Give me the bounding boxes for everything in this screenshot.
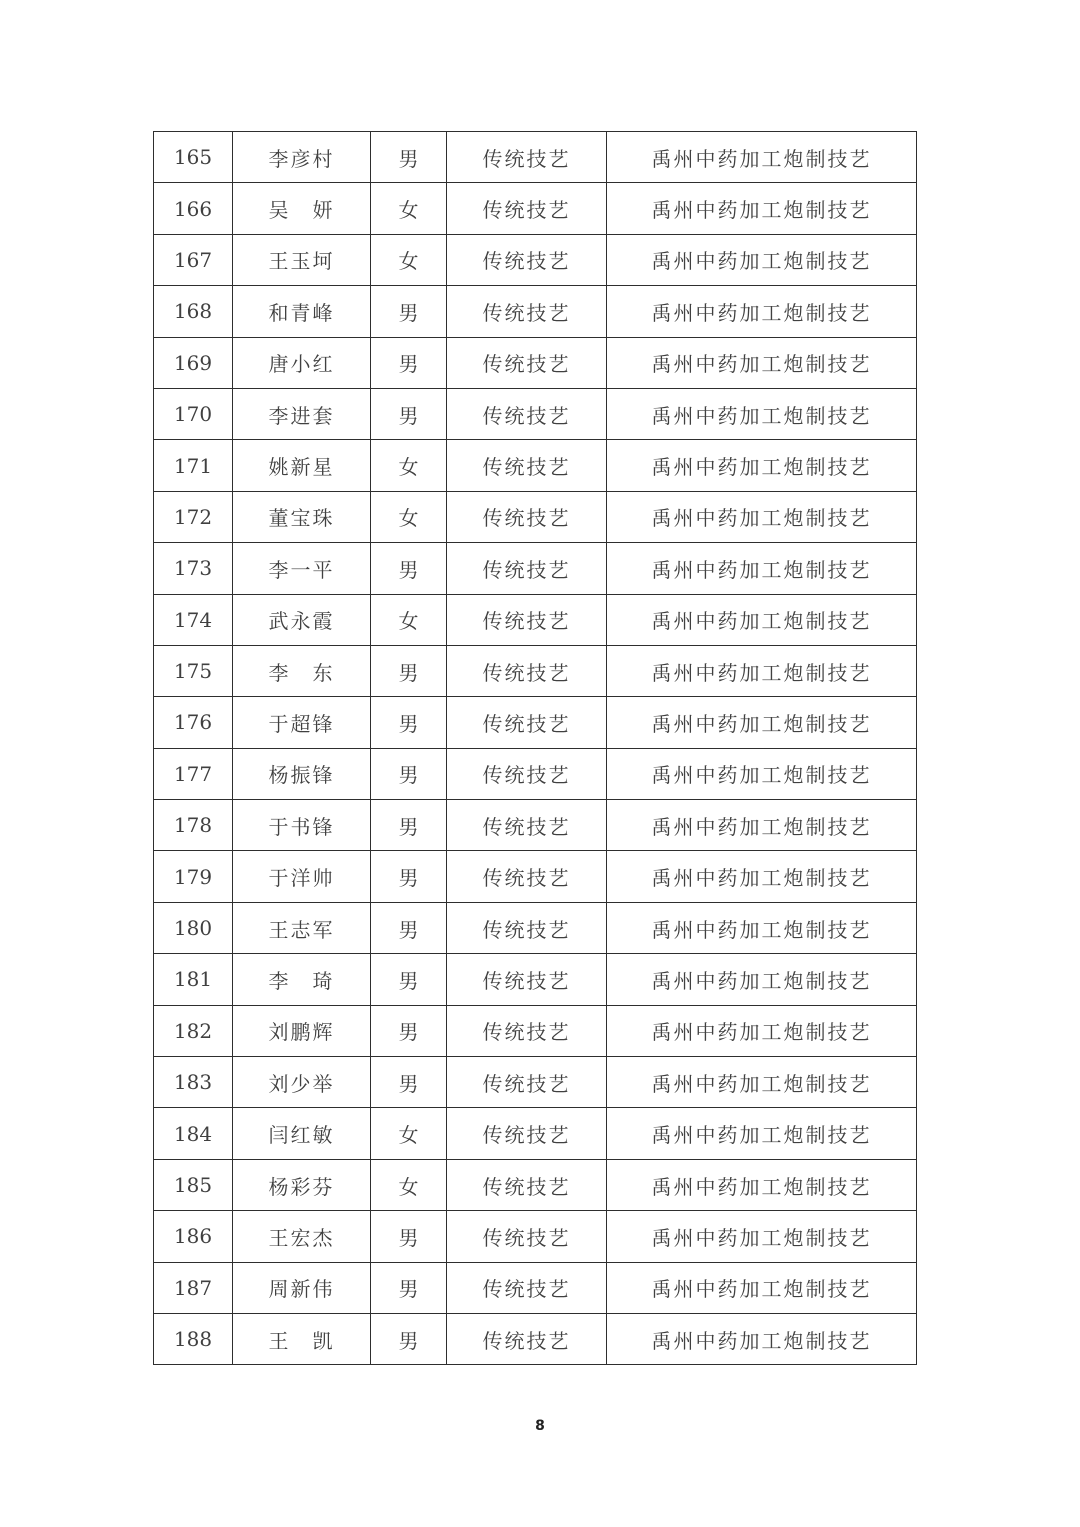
row-number-cell: 174 <box>154 594 233 645</box>
row-number-cell: 180 <box>154 902 233 953</box>
name-cell: 杨彩芬 <box>233 1159 371 1210</box>
row-number-cell: 178 <box>154 800 233 851</box>
project-cell: 禹州中药加工炮制技艺 <box>607 286 917 337</box>
table-row <box>154 286 917 337</box>
category-cell: 传统技艺 <box>447 1057 607 1108</box>
gender-cell: 男 <box>371 337 447 388</box>
row-number-cell: 184 <box>154 1108 233 1159</box>
table-row <box>154 697 917 748</box>
project-cell: 禹州中药加工炮制技艺 <box>607 337 917 388</box>
name-cell: 王 凯 <box>233 1313 371 1364</box>
row-number-cell: 173 <box>154 543 233 594</box>
table-row <box>154 1159 917 1210</box>
row-number-cell: 169 <box>154 337 233 388</box>
gender-cell: 男 <box>371 1313 447 1364</box>
table-row <box>154 594 917 645</box>
gender-cell: 男 <box>371 748 447 799</box>
name-cell: 于书锋 <box>233 800 371 851</box>
project-cell: 禹州中药加工炮制技艺 <box>607 132 917 183</box>
table-row <box>154 1005 917 1056</box>
project-cell: 禹州中药加工炮制技艺 <box>607 954 917 1005</box>
table-row <box>154 748 917 799</box>
row-number-cell: 187 <box>154 1262 233 1313</box>
row-number-cell: 166 <box>154 183 233 234</box>
gender-cell: 男 <box>371 1057 447 1108</box>
gender-cell: 男 <box>371 954 447 1005</box>
category-cell: 传统技艺 <box>447 132 607 183</box>
project-cell: 禹州中药加工炮制技艺 <box>607 543 917 594</box>
row-number-cell: 165 <box>154 132 233 183</box>
category-cell: 传统技艺 <box>447 1211 607 1262</box>
row-number-cell: 177 <box>154 748 233 799</box>
name-cell: 李进套 <box>233 388 371 439</box>
gender-cell: 男 <box>371 388 447 439</box>
category-cell: 传统技艺 <box>447 851 607 902</box>
category-cell: 传统技艺 <box>447 1313 607 1364</box>
project-cell: 禹州中药加工炮制技艺 <box>607 1262 917 1313</box>
project-cell: 禹州中药加工炮制技艺 <box>607 491 917 542</box>
table-row <box>154 132 917 183</box>
project-cell: 禹州中药加工炮制技艺 <box>607 594 917 645</box>
row-number-cell: 183 <box>154 1057 233 1108</box>
category-cell: 传统技艺 <box>447 954 607 1005</box>
category-cell: 传统技艺 <box>447 594 607 645</box>
category-cell: 传统技艺 <box>447 286 607 337</box>
table-row <box>154 1211 917 1262</box>
gender-cell: 女 <box>371 183 447 234</box>
category-cell: 传统技艺 <box>447 543 607 594</box>
category-cell: 传统技艺 <box>447 183 607 234</box>
project-cell: 禹州中药加工炮制技艺 <box>607 1211 917 1262</box>
category-cell: 传统技艺 <box>447 1108 607 1159</box>
name-cell: 李彦村 <box>233 132 371 183</box>
table-row <box>154 1313 917 1364</box>
gender-cell: 男 <box>371 1262 447 1313</box>
table-row <box>154 954 917 1005</box>
category-cell: 传统技艺 <box>447 1005 607 1056</box>
table-row <box>154 902 917 953</box>
gender-cell: 女 <box>371 1159 447 1210</box>
inheritor-table <box>153 131 917 1365</box>
name-cell: 杨振锋 <box>233 748 371 799</box>
project-cell: 禹州中药加工炮制技艺 <box>607 697 917 748</box>
name-cell: 姚新星 <box>233 440 371 491</box>
name-cell: 于超锋 <box>233 697 371 748</box>
category-cell: 传统技艺 <box>447 1262 607 1313</box>
project-cell: 禹州中药加工炮制技艺 <box>607 645 917 696</box>
project-cell: 禹州中药加工炮制技艺 <box>607 851 917 902</box>
project-cell: 禹州中药加工炮制技艺 <box>607 1057 917 1108</box>
name-cell: 李 东 <box>233 645 371 696</box>
category-cell: 传统技艺 <box>447 388 607 439</box>
category-cell: 传统技艺 <box>447 440 607 491</box>
table-row <box>154 1108 917 1159</box>
name-cell: 和青峰 <box>233 286 371 337</box>
project-cell: 禹州中药加工炮制技艺 <box>607 748 917 799</box>
table-row <box>154 234 917 285</box>
row-number-cell: 185 <box>154 1159 233 1210</box>
table-row <box>154 800 917 851</box>
row-number-cell: 182 <box>154 1005 233 1056</box>
inheritor-table-body <box>154 132 917 1365</box>
category-cell: 传统技艺 <box>447 491 607 542</box>
project-cell: 禹州中药加工炮制技艺 <box>607 902 917 953</box>
row-number-cell: 168 <box>154 286 233 337</box>
row-number-cell: 171 <box>154 440 233 491</box>
name-cell: 李一平 <box>233 543 371 594</box>
name-cell: 周新伟 <box>233 1262 371 1313</box>
project-cell: 禹州中药加工炮制技艺 <box>607 1108 917 1159</box>
name-cell: 董宝珠 <box>233 491 371 542</box>
project-cell: 禹州中药加工炮制技艺 <box>607 1005 917 1056</box>
table-row <box>154 337 917 388</box>
table-row <box>154 440 917 491</box>
row-number-cell: 188 <box>154 1313 233 1364</box>
gender-cell: 女 <box>371 234 447 285</box>
row-number-cell: 167 <box>154 234 233 285</box>
category-cell: 传统技艺 <box>447 697 607 748</box>
project-cell: 禹州中药加工炮制技艺 <box>607 234 917 285</box>
gender-cell: 男 <box>371 132 447 183</box>
row-number-cell: 186 <box>154 1211 233 1262</box>
gender-cell: 男 <box>371 851 447 902</box>
name-cell: 王志军 <box>233 902 371 953</box>
table-row <box>154 1262 917 1313</box>
gender-cell: 男 <box>371 902 447 953</box>
name-cell: 王玉坷 <box>233 234 371 285</box>
table-row <box>154 645 917 696</box>
name-cell: 于洋帅 <box>233 851 371 902</box>
table-row <box>154 183 917 234</box>
name-cell: 武永霞 <box>233 594 371 645</box>
category-cell: 传统技艺 <box>447 1159 607 1210</box>
row-number-cell: 170 <box>154 388 233 439</box>
table-row <box>154 491 917 542</box>
table-row <box>154 543 917 594</box>
project-cell: 禹州中药加工炮制技艺 <box>607 440 917 491</box>
table-row <box>154 1057 917 1108</box>
name-cell: 刘少举 <box>233 1057 371 1108</box>
row-number-cell: 181 <box>154 954 233 1005</box>
row-number-cell: 172 <box>154 491 233 542</box>
project-cell: 禹州中药加工炮制技艺 <box>607 183 917 234</box>
table-row <box>154 388 917 439</box>
category-cell: 传统技艺 <box>447 800 607 851</box>
gender-cell: 男 <box>371 800 447 851</box>
gender-cell: 男 <box>371 543 447 594</box>
category-cell: 传统技艺 <box>447 337 607 388</box>
row-number-cell: 179 <box>154 851 233 902</box>
gender-cell: 女 <box>371 491 447 542</box>
table-row <box>154 851 917 902</box>
gender-cell: 男 <box>371 697 447 748</box>
name-cell: 王宏杰 <box>233 1211 371 1262</box>
project-cell: 禹州中药加工炮制技艺 <box>607 1313 917 1364</box>
project-cell: 禹州中药加工炮制技艺 <box>607 800 917 851</box>
name-cell: 李 琦 <box>233 954 371 1005</box>
gender-cell: 男 <box>371 645 447 696</box>
gender-cell: 男 <box>371 1211 447 1262</box>
gender-cell: 女 <box>371 594 447 645</box>
row-number-cell: 176 <box>154 697 233 748</box>
page-number: 8 <box>535 1418 545 1434</box>
gender-cell: 男 <box>371 1005 447 1056</box>
name-cell: 闫红敏 <box>233 1108 371 1159</box>
name-cell: 唐小红 <box>233 337 371 388</box>
gender-cell: 男 <box>371 286 447 337</box>
name-cell: 吴 妍 <box>233 183 371 234</box>
category-cell: 传统技艺 <box>447 902 607 953</box>
row-number-cell: 175 <box>154 645 233 696</box>
gender-cell: 女 <box>371 1108 447 1159</box>
category-cell: 传统技艺 <box>447 748 607 799</box>
category-cell: 传统技艺 <box>447 234 607 285</box>
project-cell: 禹州中药加工炮制技艺 <box>607 388 917 439</box>
project-cell: 禹州中药加工炮制技艺 <box>607 1159 917 1210</box>
name-cell: 刘鹏辉 <box>233 1005 371 1056</box>
category-cell: 传统技艺 <box>447 645 607 696</box>
gender-cell: 女 <box>371 440 447 491</box>
